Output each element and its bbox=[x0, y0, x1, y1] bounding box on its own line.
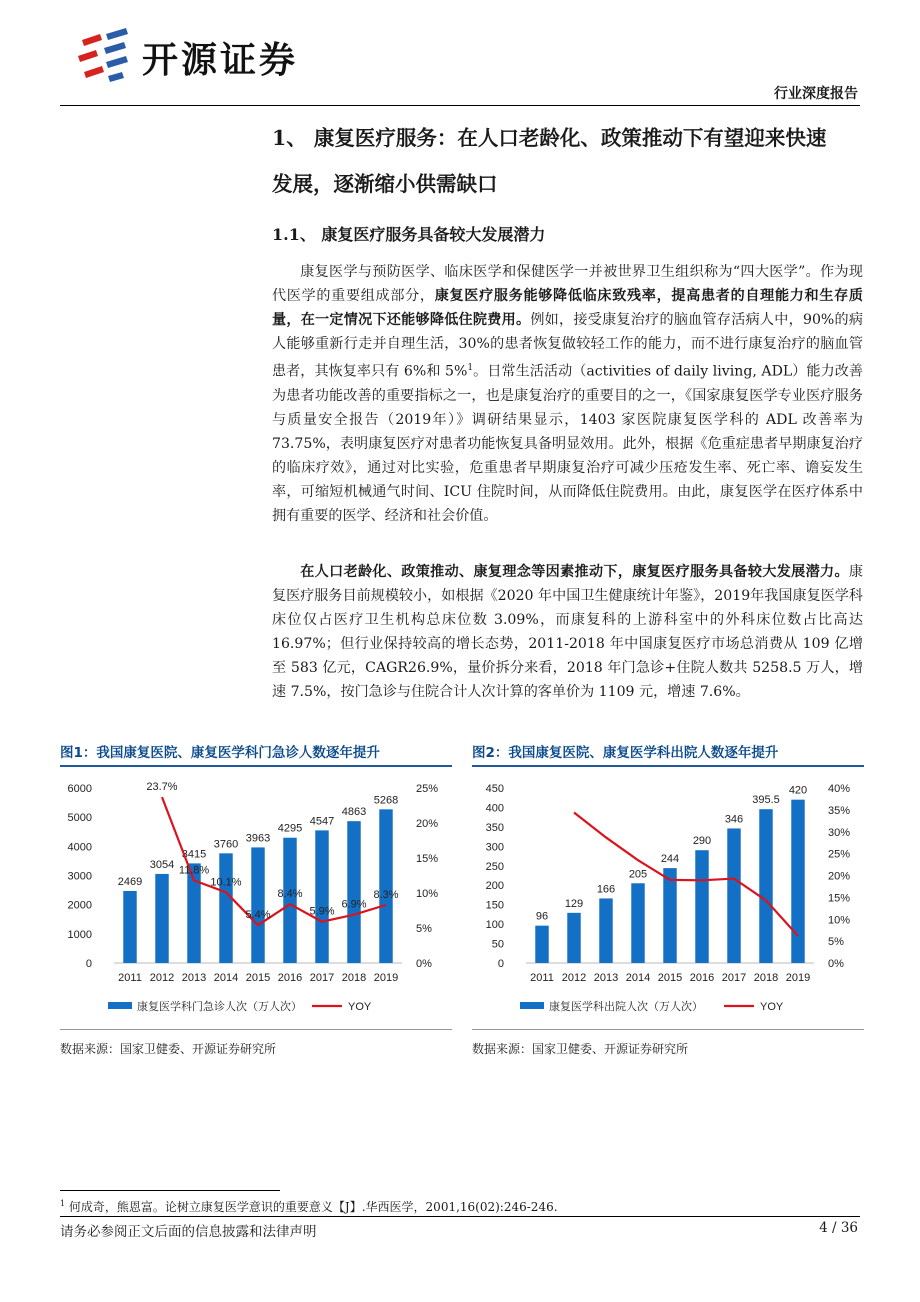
x-tick-label: 2015 bbox=[245, 972, 271, 984]
bar-value-label: 3963 bbox=[245, 832, 271, 845]
yoy-value-label: 23.7% bbox=[146, 781, 178, 794]
y-left-tick-label: 250 bbox=[485, 860, 504, 873]
y-left-tick-label: 50 bbox=[491, 938, 504, 951]
y-left-tick-label: 2000 bbox=[67, 899, 92, 912]
legend-line-label: YOY bbox=[348, 1001, 372, 1013]
bar-value-label: 96 bbox=[535, 910, 549, 923]
bar-value-label: 4295 bbox=[277, 822, 303, 835]
bar-value-label: 205 bbox=[628, 868, 648, 881]
bar bbox=[695, 850, 708, 963]
bar bbox=[155, 874, 168, 963]
subsection-heading: 1.1、 康复医疗服务具备较大发展潜力 bbox=[272, 225, 546, 244]
x-tick-label: 2017 bbox=[309, 972, 335, 984]
section-heading-line1: 1、 康复医疗服务：在人口老龄化、政策推动下有望迎来快速 bbox=[272, 126, 827, 150]
figure-1-source: 数据来源：国家卫健委、开源证券研究所 bbox=[60, 1042, 277, 1056]
y-right-tick-label: 20% bbox=[828, 870, 851, 883]
yoy-value-label: 11.8% bbox=[178, 864, 210, 877]
bar-value-label: 290 bbox=[692, 835, 712, 848]
y-right-tick-label: 30% bbox=[828, 826, 851, 839]
y-left-tick-label: 450 bbox=[485, 783, 504, 795]
y-right-tick-label: 0% bbox=[828, 958, 844, 970]
yoy-value-label: 5.4% bbox=[245, 909, 271, 922]
bar bbox=[379, 809, 392, 963]
bar-value-label: 3415 bbox=[181, 848, 207, 861]
body-paragraph-2 bbox=[272, 560, 863, 704]
figure-2-bottom-rule bbox=[472, 1029, 864, 1030]
yoy-value-label: 5.9% bbox=[309, 905, 335, 918]
header-divider bbox=[60, 105, 860, 106]
bar bbox=[631, 883, 644, 963]
y-left-tick-label: 150 bbox=[485, 899, 504, 912]
footnote bbox=[60, 1198, 558, 1215]
figure-2-chart bbox=[474, 770, 860, 1020]
page-number: 4 / 36 bbox=[819, 1220, 858, 1236]
legend-bar-swatch bbox=[520, 1002, 544, 1009]
figure-2-top-rule bbox=[472, 765, 864, 767]
bar-value-label: 346 bbox=[724, 813, 744, 826]
brand-name: 开源证券 bbox=[142, 40, 299, 81]
y-right-tick-label: 5% bbox=[828, 936, 844, 949]
x-tick-label: 2013 bbox=[593, 972, 619, 984]
y-right-tick-label: 40% bbox=[828, 783, 851, 795]
company-logo bbox=[76, 26, 376, 84]
bar bbox=[123, 891, 136, 963]
yoy-value-label: 6.9% bbox=[341, 898, 367, 911]
bar-value-label: 3054 bbox=[149, 858, 175, 871]
y-right-tick-label: 35% bbox=[828, 804, 851, 817]
footnote-text: 何成奇，熊恩富。论树立康复医学意识的重要意义【J】.华西医学，2001,16(02):246-246. bbox=[68, 1200, 558, 1214]
y-left-tick-label: 1000 bbox=[67, 928, 92, 941]
body-paragraph-1 bbox=[272, 260, 863, 528]
logo-mark-icon bbox=[76, 26, 138, 84]
legend-bar-label: 康复医学科门急诊人次（万人次） bbox=[137, 1001, 302, 1013]
footer-disclaimer: 请务必参阅正文后面的信息披露和法律声明 bbox=[60, 1224, 317, 1240]
figure-2-title: 图2：我国康复医院、康复医学科出院人数逐年提升 bbox=[472, 745, 779, 761]
p2-text-1: 康复医疗服务目前规模较小，如根据《2020 年中国卫生健康统计年鉴》，2019年我国康复医学科床位仅占医疗卫生机构总床位数 3.09%，而康复科的上游科室中的外科床位数占比高达 16.97%；但行业保持较高的增长态势，2011-2018 年中国康复医疗市场总消费从 109 亿增至 583 亿元，CAGR26.9%，量价拆分来看，2018 年门急诊+住院人数共 5258.5 万人，增速 7.5%，按门急诊与住院合计人次计算的客单价为 1109 元，增速 7.6%。 bbox=[272, 564, 863, 700]
y-right-tick-label: 20% bbox=[416, 818, 439, 830]
y-right-tick-label: 25% bbox=[828, 848, 851, 861]
p1-text-3: 。日常生活活动（activities of daily living, ADL）能力改善为患者功能改善的重要指标之一，也是康复治疗的重要目的之一，《国家康复医学专业医疗服务与质量安全报告（2019年）》调研结果显示，1403 家医院康复医学科的 ADL 改善率为 73.75%，表明康复医疗对患者功能恢复具备明显效用。此外，根据《危重症患者早期康复治疗的临床疗效》，通过对比实验，危重患者早期康复治疗可减少压疮发生率、死亡率、谵妄发生率，可缩短机械通气时间、ICU 住院时间，从而降低住院费用。由此，康复医学在医疗体系中拥有重要的医学、经济和社会价值。 bbox=[272, 363, 863, 524]
bar-value-label: 166 bbox=[596, 883, 616, 896]
bar-value-label: 244 bbox=[660, 853, 680, 866]
figure-1-bottom-rule bbox=[60, 1029, 452, 1030]
y-left-tick-label: 350 bbox=[485, 821, 504, 834]
legend-line-label: YOY bbox=[760, 1001, 784, 1013]
y-right-tick-label: 15% bbox=[416, 853, 439, 865]
footnote-number: 1 bbox=[60, 1199, 66, 1208]
y-left-tick-label: 0 bbox=[497, 958, 504, 970]
bar-value-label: 420 bbox=[788, 784, 808, 797]
x-tick-label: 2019 bbox=[785, 972, 811, 984]
x-tick-label: 2014 bbox=[625, 972, 651, 984]
y-left-tick-label: 5000 bbox=[67, 812, 92, 825]
bar-value-label: 395.5 bbox=[752, 794, 780, 807]
bar-value-label: 4863 bbox=[341, 806, 367, 819]
bar bbox=[283, 838, 296, 963]
document-type: 行业深度报告 bbox=[774, 86, 858, 102]
bar bbox=[759, 809, 772, 963]
bar-value-label: 4547 bbox=[309, 815, 335, 828]
p1-text-1: 康复医学与预防医学、临床医学和保健医学一并被世界卫生组织称为“四大医学”。作为现代医学的重要组成部分， bbox=[272, 264, 863, 304]
footer-divider bbox=[60, 1216, 860, 1217]
bar bbox=[791, 800, 804, 963]
bar bbox=[251, 847, 264, 963]
x-tick-label: 2011 bbox=[530, 972, 554, 984]
bar bbox=[315, 830, 328, 963]
x-tick-label: 2011 bbox=[118, 972, 142, 984]
y-left-tick-label: 4000 bbox=[67, 841, 92, 854]
yoy-value-label: 8.3% bbox=[373, 888, 399, 901]
x-tick-label: 2012 bbox=[149, 972, 175, 984]
bar bbox=[219, 853, 232, 963]
x-tick-label: 2015 bbox=[657, 972, 683, 984]
y-right-tick-label: 15% bbox=[828, 892, 851, 905]
yoy-value-label: 10.1% bbox=[210, 876, 242, 889]
y-right-tick-label: 0% bbox=[416, 958, 432, 970]
x-tick-label: 2018 bbox=[341, 972, 367, 984]
bar bbox=[727, 828, 740, 963]
bar bbox=[535, 926, 548, 963]
bar bbox=[599, 898, 612, 963]
bar bbox=[567, 913, 580, 963]
legend-bar-label: 康复医学科出院人次（万人次） bbox=[549, 1001, 703, 1013]
bar-value-label: 5268 bbox=[373, 794, 399, 807]
y-left-tick-label: 0 bbox=[85, 958, 92, 970]
figure-1-chart bbox=[62, 770, 448, 1020]
p2-bold-1: 在人口老龄化、政策推动、康复理念等因素推动下，康复医疗服务具备较大发展潜力。 bbox=[300, 564, 849, 580]
bar bbox=[663, 868, 676, 963]
x-tick-label: 2013 bbox=[181, 972, 207, 984]
bar-value-label: 2469 bbox=[117, 875, 143, 888]
x-tick-label: 2012 bbox=[561, 972, 587, 984]
p1-text-2: 例如，接受康复治疗的脑血管存活病人中，90%的病人能够重新行走并自理生活，30%的患者恢复做较轻工作的能力，而不进行康复治疗的脑血管患者，其恢复率只有 6%和 5% bbox=[272, 312, 863, 380]
y-left-tick-label: 6000 bbox=[67, 783, 92, 795]
bar-value-label: 129 bbox=[564, 897, 584, 910]
x-tick-label: 2018 bbox=[753, 972, 779, 984]
y-left-tick-label: 200 bbox=[485, 880, 504, 893]
x-tick-label: 2017 bbox=[721, 972, 747, 984]
y-left-tick-label: 100 bbox=[485, 919, 504, 932]
y-left-tick-label: 3000 bbox=[67, 870, 92, 883]
y-left-tick-label: 300 bbox=[485, 841, 504, 854]
footnote-divider bbox=[60, 1190, 280, 1191]
p1-bold-1: 康复医疗服务能够降低临床致残率，提高患者的自理能力和生存质量，在一定情况下还能够降低住院费用。 bbox=[272, 288, 863, 328]
section-heading-line2: 发展，逐渐缩小供需缺口 bbox=[272, 172, 498, 196]
x-tick-label: 2014 bbox=[213, 972, 239, 984]
y-right-tick-label: 5% bbox=[416, 923, 432, 935]
yoy-value-label: 8.4% bbox=[277, 888, 303, 901]
legend-bar-swatch bbox=[108, 1002, 132, 1009]
x-tick-label: 2016 bbox=[689, 972, 715, 984]
figure-1-title: 图1：我国康复医院、康复医学科门急诊人数逐年提升 bbox=[60, 745, 380, 761]
y-right-tick-label: 10% bbox=[416, 888, 439, 900]
footnote-ref[interactable]: 1 bbox=[467, 363, 474, 373]
bar-value-label: 3760 bbox=[213, 838, 239, 851]
y-right-tick-label: 25% bbox=[416, 783, 439, 795]
y-right-tick-label: 10% bbox=[828, 914, 851, 927]
figure-1-top-rule bbox=[60, 765, 452, 767]
bar bbox=[347, 821, 360, 963]
y-left-tick-label: 400 bbox=[485, 802, 504, 815]
x-tick-label: 2016 bbox=[277, 972, 303, 984]
x-tick-label: 2019 bbox=[373, 972, 399, 984]
figure-2-source: 数据来源：国家卫健委、开源证券研究所 bbox=[472, 1042, 689, 1056]
